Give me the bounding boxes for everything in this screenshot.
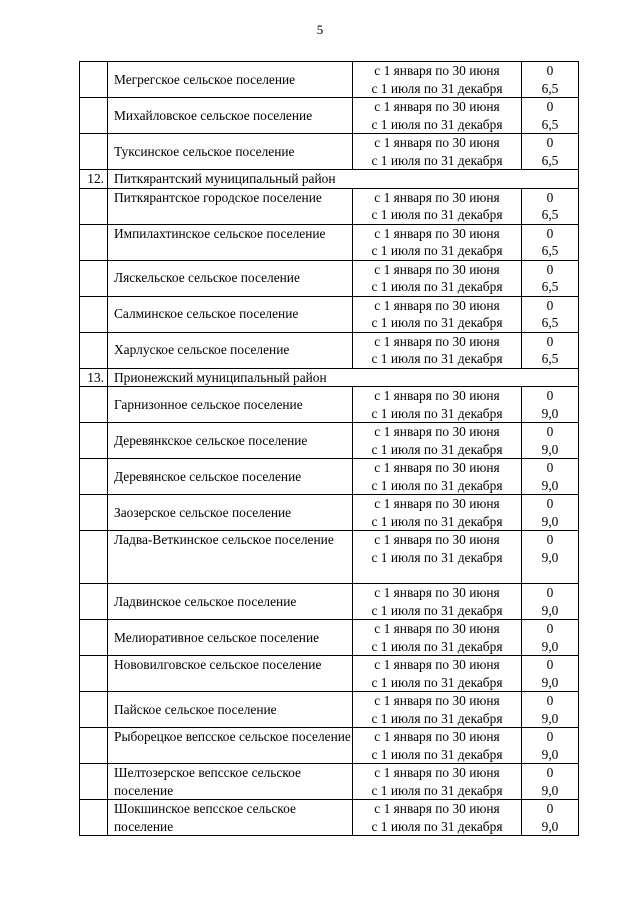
settlement-name: Деревянкское сельское поселение — [108, 423, 353, 459]
tariff-table — [79, 61, 579, 836]
row-number-cell — [80, 332, 108, 368]
period-text: с 1 июля по 31 декабря — [371, 638, 503, 654]
rate-cell — [522, 62, 579, 98]
period-text: с 1 июля по 31 декабря — [371, 674, 503, 690]
rate-value: 9,0 — [541, 602, 559, 618]
row-number-cell — [80, 188, 108, 224]
settlement-name: Рыборецкое вепсское сельское поселение — [108, 728, 353, 764]
row-number-cell — [80, 224, 108, 260]
period-cell — [353, 332, 522, 368]
rate-cell — [522, 800, 579, 836]
period-cell — [353, 98, 522, 134]
rate-value: 0 — [546, 333, 554, 349]
settlement-name: Ладва-Веткинское сельское поселение — [108, 531, 353, 584]
period-cell — [353, 134, 522, 170]
rate-value: 6,5 — [541, 207, 559, 222]
table-row — [80, 459, 579, 495]
period-cell — [353, 728, 522, 764]
period-text: с 1 июля по 31 декабря — [371, 746, 503, 762]
rate-value: 0 — [546, 621, 554, 636]
period-text: с 1 января по 30 июня — [374, 135, 500, 150]
table-body — [80, 62, 579, 836]
period-cell — [353, 188, 522, 224]
settlement-name: Импилахтинское сельское поселение — [108, 224, 353, 260]
settlement-name: Гарнизонное сельское поселение — [108, 387, 353, 423]
rate-value: 6,5 — [541, 152, 559, 168]
settlement-name: Пайское сельское поселение — [108, 692, 353, 728]
rate-value: 9,0 — [541, 477, 559, 493]
period-text: с 1 июля по 31 декабря — [371, 549, 503, 565]
row-number-cell — [80, 62, 108, 98]
rate-value: 0 — [546, 225, 554, 241]
period-text: с 1 января по 30 июня — [374, 729, 500, 744]
period-cell — [353, 764, 522, 800]
period-text: с 1 января по 30 июня — [374, 693, 500, 708]
period-text: с 1 января по 30 июня — [374, 460, 500, 475]
row-number-cell — [80, 260, 108, 296]
row-number-cell — [80, 387, 108, 423]
period-text: с 1 июля по 31 декабря — [371, 818, 503, 834]
rate-value: 6,5 — [541, 279, 559, 294]
period-text: с 1 июля по 31 декабря — [371, 243, 503, 258]
period-text: с 1 января по 30 июня — [374, 225, 500, 241]
period-text: с 1 июля по 31 декабря — [371, 710, 503, 726]
period-text: с 1 января по 30 июня — [374, 801, 500, 816]
row-number-cell — [80, 584, 108, 620]
row-number-cell — [80, 296, 108, 332]
row-number-cell — [80, 98, 108, 134]
district-name: Питкярантский муниципальный район — [108, 170, 579, 189]
table-row — [80, 387, 579, 423]
period-cell — [353, 495, 522, 531]
period-text: с 1 июля по 31 декабря — [371, 351, 503, 366]
table-row — [80, 656, 579, 692]
row-number-cell — [80, 728, 108, 764]
rate-value: 0 — [546, 261, 554, 277]
rate-value: 9,0 — [541, 513, 559, 529]
rate-value: 6,5 — [541, 351, 559, 366]
period-text: с 1 января по 30 июня — [374, 189, 500, 205]
rate-cell — [522, 656, 579, 692]
settlement-name: Шокшинское вепсское сельское поселение — [108, 800, 353, 836]
period-text: с 1 января по 30 июня — [374, 63, 500, 78]
period-text: с 1 июля по 31 декабря — [371, 513, 503, 529]
rate-cell — [522, 260, 579, 296]
table-row — [80, 62, 579, 98]
district-number: 13. — [80, 368, 108, 387]
row-number-cell — [80, 495, 108, 531]
rate-value: 0 — [546, 765, 554, 780]
period-cell — [353, 800, 522, 836]
period-cell — [353, 423, 522, 459]
row-number-cell — [80, 764, 108, 800]
row-number-cell — [80, 620, 108, 656]
table-row — [80, 224, 579, 260]
rate-cell — [522, 423, 579, 459]
table-row — [80, 495, 579, 531]
rate-value: 0 — [546, 693, 554, 708]
rate-value: 9,0 — [541, 818, 559, 834]
rate-cell — [522, 620, 579, 656]
rate-cell — [522, 495, 579, 531]
rate-value: 6,5 — [541, 243, 559, 258]
settlement-name: Ляскельское сельское поселение — [108, 260, 353, 296]
settlement-name: Харлуское сельское поселение — [108, 332, 353, 368]
rate-value: 6,5 — [541, 80, 559, 96]
rate-value: 0 — [546, 99, 554, 114]
period-text: с 1 июля по 31 декабря — [371, 279, 503, 294]
period-text: с 1 января по 30 июня — [374, 388, 500, 403]
table-row — [80, 188, 579, 224]
period-text: с 1 января по 30 июня — [374, 99, 500, 114]
rate-value: 0 — [546, 729, 554, 744]
period-text: с 1 июля по 31 декабря — [371, 116, 503, 132]
table-row — [80, 692, 579, 728]
period-text: с 1 июля по 31 декабря — [371, 80, 503, 96]
settlement-name: Мегрегское сельское поселение — [108, 62, 353, 98]
settlement-name: Питкярантское городское поселение — [108, 188, 353, 224]
rate-value: 9,0 — [541, 674, 559, 690]
period-cell — [353, 620, 522, 656]
period-text: с 1 июля по 31 декабря — [371, 782, 503, 798]
period-text: с 1 июля по 31 декабря — [371, 477, 503, 493]
period-text: с 1 июля по 31 декабря — [371, 152, 503, 168]
row-number-cell — [80, 800, 108, 836]
rate-value: 0 — [546, 297, 554, 313]
table-row — [80, 531, 579, 584]
rate-value: 9,0 — [541, 746, 559, 762]
period-text: с 1 июля по 31 декабря — [371, 405, 503, 421]
table-row — [80, 134, 579, 170]
rate-value: 0 — [546, 496, 554, 511]
rate-value: 0 — [546, 460, 554, 475]
table-row — [80, 260, 579, 296]
period-text: с 1 января по 30 июня — [374, 424, 500, 439]
table-row — [80, 620, 579, 656]
period-text: с 1 января по 30 июня — [374, 585, 500, 600]
district-number: 12. — [80, 170, 108, 189]
settlement-name: Деревянское сельское поселение — [108, 459, 353, 495]
rate-value: 0 — [546, 585, 554, 600]
district-row — [80, 368, 579, 387]
rate-value: 6,5 — [541, 116, 559, 132]
row-number-cell — [80, 459, 108, 495]
rate-value: 9,0 — [541, 638, 559, 654]
page-number: 5 — [316, 22, 324, 37]
rate-cell — [522, 332, 579, 368]
row-number-cell — [80, 692, 108, 728]
rate-cell — [522, 188, 579, 224]
period-cell — [353, 656, 522, 692]
period-text: с 1 января по 30 июня — [374, 496, 500, 511]
rate-cell — [522, 764, 579, 800]
settlement-name: Туксинское сельское поселение — [108, 134, 353, 170]
period-cell — [353, 387, 522, 423]
period-text: с 1 января по 30 июня — [374, 765, 500, 780]
rate-value: 9,0 — [541, 405, 559, 421]
settlement-name: Михайловское сельское поселение — [108, 98, 353, 134]
table-row — [80, 98, 579, 134]
period-text: с 1 января по 30 июня — [374, 333, 500, 349]
rate-cell — [522, 531, 579, 584]
period-cell — [353, 692, 522, 728]
settlement-name: Мелиоративное сельское поселение — [108, 620, 353, 656]
rate-value: 9,0 — [541, 441, 559, 457]
table-row — [80, 800, 579, 836]
table-row — [80, 728, 579, 764]
table-row — [80, 584, 579, 620]
rate-cell — [522, 98, 579, 134]
row-number-cell — [80, 423, 108, 459]
period-text: с 1 июля по 31 декабря — [371, 602, 503, 618]
rate-cell — [522, 728, 579, 764]
row-number-cell — [80, 656, 108, 692]
district-name: Прионежский муниципальный район — [108, 368, 579, 387]
rate-value: 9,0 — [541, 782, 559, 798]
period-cell — [353, 459, 522, 495]
period-cell — [353, 584, 522, 620]
table-row — [80, 423, 579, 459]
period-text: с 1 января по 30 июня — [374, 261, 500, 277]
period-cell — [353, 296, 522, 332]
rate-cell — [522, 692, 579, 728]
rate-value: 9,0 — [541, 549, 559, 565]
period-cell — [353, 531, 522, 584]
row-number-cell — [80, 531, 108, 584]
period-text: с 1 июля по 31 декабря — [371, 315, 503, 330]
table-row — [80, 332, 579, 368]
settlement-name: Салминское сельское поселение — [108, 296, 353, 332]
district-row — [80, 170, 579, 189]
settlement-name: Шелтозерское вепсское сельское поселение — [108, 764, 353, 800]
period-text: с 1 января по 30 июня — [374, 657, 500, 672]
period-text: с 1 января по 30 июня — [374, 532, 500, 547]
row-number-cell — [80, 134, 108, 170]
rate-value: 0 — [546, 801, 554, 816]
rate-cell — [522, 296, 579, 332]
rate-cell — [522, 224, 579, 260]
rate-value: 0 — [546, 135, 554, 150]
rate-cell — [522, 584, 579, 620]
period-text: с 1 июля по 31 декабря — [371, 441, 503, 457]
rate-value: 0 — [546, 388, 554, 403]
period-cell — [353, 224, 522, 260]
period-text: с 1 января по 30 июня — [374, 297, 500, 313]
rate-value: 0 — [546, 63, 554, 78]
settlement-name: Нововилговское сельское поселение — [108, 656, 353, 692]
rate-value: 9,0 — [541, 710, 559, 726]
rate-value: 0 — [546, 424, 554, 439]
table-row — [80, 296, 579, 332]
table-row — [80, 764, 579, 800]
rate-value: 0 — [546, 657, 554, 672]
rate-cell — [522, 134, 579, 170]
rate-value: 0 — [546, 189, 554, 205]
period-cell — [353, 62, 522, 98]
period-text: с 1 июля по 31 декабря — [371, 207, 503, 222]
rate-cell — [522, 387, 579, 423]
period-text: с 1 января по 30 июня — [374, 621, 500, 636]
rate-cell — [522, 459, 579, 495]
period-cell — [353, 260, 522, 296]
settlement-name: Заозерское сельское поселение — [108, 495, 353, 531]
rate-value: 0 — [546, 532, 554, 547]
settlement-name: Ладвинское сельское поселение — [108, 584, 353, 620]
rate-value: 6,5 — [541, 315, 559, 330]
